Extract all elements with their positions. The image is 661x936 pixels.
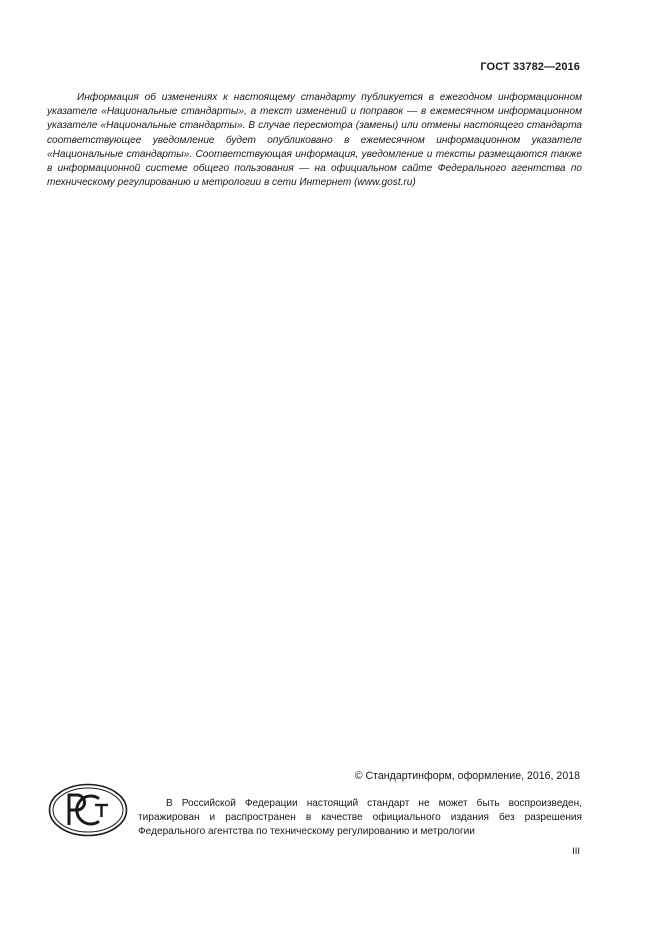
page-number: III [572, 846, 580, 857]
rights-notice: В Российской Федерации настоящий стандарт не может быть воспроизведен, тиражирован и распространен в качестве официального издания без разрешения Федерального агентства по техническому регулированию и метрологии [138, 798, 582, 838]
info-paragraph: Информация об изменениях к настоящему стандарту публикуется в ежегодном информационном указателе «Национальные стандарты», а текст изменений и поправок — в ежемесячном информационном указателе «Национальные стандарты». В случае пересмотра (замены) или отмены настоящего стандарта соответствующее уведомление будет опубликовано в ежемесячном информационном указателе «Национальные стандарты». Соответствующая информация, уведомление и тексты размещаются также в информационной системе общего пользования — на официальном сайте Федерального агентства по техническому регулированию и метрологии в сети Интернет (www.gost.ru) [47, 92, 582, 189]
rst-seal-icon [48, 783, 128, 837]
copyright-line: © Стандартинформ, оформление, 2016, 2018 [354, 770, 580, 782]
standard-code: ГОСТ 33782—2016 [480, 61, 580, 73]
